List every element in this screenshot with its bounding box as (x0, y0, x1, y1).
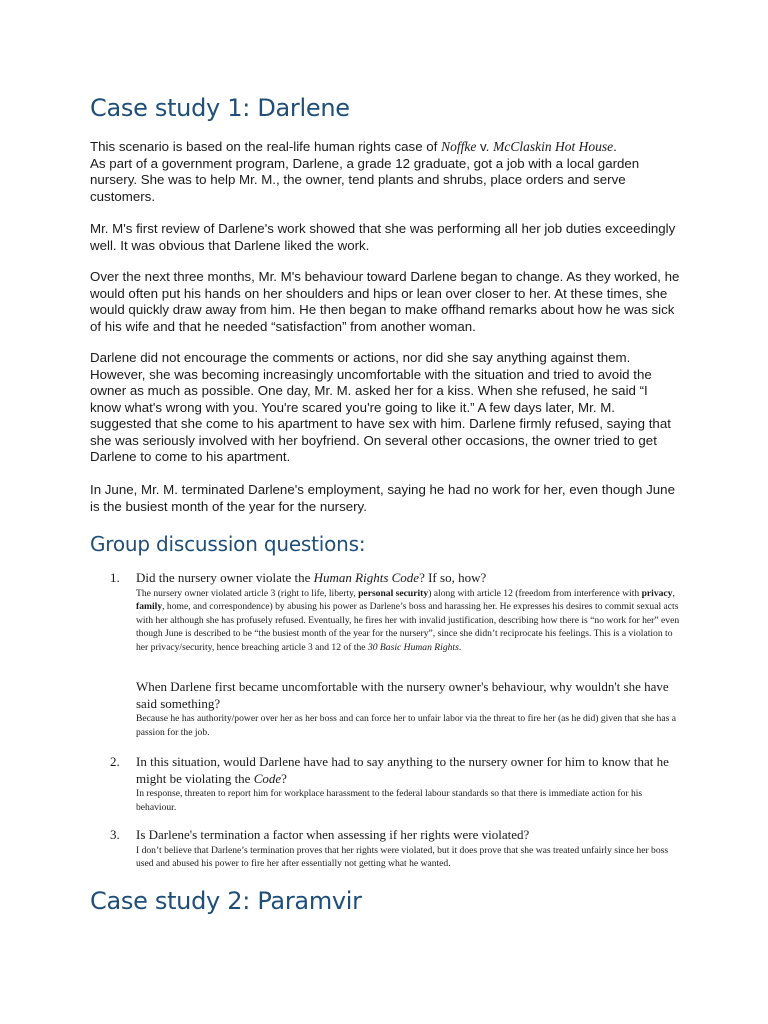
question-text-part: ? (281, 770, 287, 786)
case-intro-paragraph (90, 139, 680, 205)
answer-italic-title: 30 Basic Human Rights (367, 641, 459, 653)
question-text-part: In this situation, would Darlene have had to say anything to the nursery owner for him to know that he might be violating the (136, 754, 669, 786)
intro-period: . (613, 139, 617, 154)
answer-text-part: , (672, 587, 675, 599)
question-text (136, 754, 680, 787)
followup-question-text: When Darlene first became uncomfortable with the nursery owner's behaviour, why wouldn't she have said something? (136, 679, 669, 711)
code-title: Code (253, 770, 282, 786)
scenario-paragraph-3: Over the next three months, Mr. M's behaviour toward Darlene began to change. As they worked, he would often put his hands on her shoulders and hips or lean over closer to her. At these times, she would quickly draw away from him. He then began to make offhand remarks about how he was sick of his wife and that he needed “satisfaction” from another woman. (90, 269, 680, 334)
question-number: 3. (110, 827, 120, 842)
answer-text-part: , home, and correspondence) by abusing his power as Darlene’s boss and harassing her. He expresses his desires to commit sexual acts with her although she has profusely refused. Eventually, he fires her with invalid justification, describing how there is “no work for her” even though June is described to be “the busiest month of the year for the nursery”, since she didn’t reciprocate his feelings. This is a violation to her privacy/security, hence breaching article 3 and 12 of the (136, 601, 680, 653)
discussion-questions-heading: Group discussion questions: (90, 532, 366, 556)
answer-bold-term: personal security (358, 587, 429, 599)
case-name-mcclaskin: McClaskin Hot House (493, 139, 614, 154)
scenario-paragraph-1: As part of a government program, Darlene, a grade 12 graduate, got a job with a local garden nursery. She was to help Mr. M., the owner, tend plants and shrubs, place orders and serve customers. (90, 155, 640, 204)
answer-text-part: The nursery owner violated article 3 (right to life, liberty, (136, 587, 359, 599)
question-number: 2. (110, 754, 120, 769)
question-3 (110, 827, 680, 871)
question-text-part: Did the nursery owner violate the (136, 570, 314, 585)
case-name-versus: v. (476, 139, 494, 154)
scenario-paragraph-4: Darlene did not encourage the comments or actions, nor did she say anything against them. However, she was becoming increasingly uncomfortable with the situation and tried to avoid the owner as much as possible. One day, Mr. M. asked her for a kiss. When she refused, he said “I know what's wrong with you. You're scared you're going to like it.” A few days later, Mr. M. suggested that she come to his apartment to have sex with him. Darlene firmly refused, saying that she was seriously involved with her boyfriend. On several other occasions, the owner tried to get Darlene to come to his apartment. (90, 350, 671, 464)
question-text: Is Darlene's termination a factor when assessing if her rights were violated? (136, 827, 530, 842)
answer-bold-term: privacy (641, 587, 673, 599)
question-text-part: ? If so, how? (419, 570, 487, 585)
answer-text-part: ) along with article 12 (freedom from interference with (428, 587, 642, 599)
answer-text-part: . (458, 641, 462, 653)
scenario-paragraph-2: Mr. M's first review of Darlene's work showed that she was performing all her job duties exceedingly well. It was obvious that Darlene liked the work. (90, 221, 676, 253)
scenario-paragraph-5: In June, Mr. M. terminated Darlene's employment, saying he had no work for her, even though June is the busiest month of the year for the nursery. (90, 482, 675, 514)
case-name-noffke: Noffke (441, 139, 477, 154)
question-text (136, 570, 680, 587)
answer-text: In response, threaten to report him for workplace harassment to the federal labour standards so that there is immediate action for his behaviour. (136, 788, 643, 813)
intro-text: This scenario is based on the real-life human rights case of (90, 139, 442, 154)
answer-text (136, 587, 680, 655)
case-study-2-title: Case study 2: Paramvir (90, 887, 362, 915)
answer-text: I don’t believe that Darlene’s termination proves that her rights were violated, but it does prove that she was treated unfairly since her boss used and abused his power to fire her after essentially not getting what he wanted. (136, 844, 669, 870)
question-1 (110, 570, 680, 654)
question-number: 1. (110, 570, 120, 585)
case-study-1-title: Case study 1: Darlene (90, 94, 350, 122)
human-rights-code-title: Human Rights Code (313, 570, 420, 585)
question-1-followup (136, 679, 680, 739)
followup-answer-text: Because he has authority/power over her as her boss and can force her to unfair labor via the threat to fire her (as he did) given that she has a passion for the job. (136, 713, 676, 738)
question-2 (110, 754, 680, 814)
answer-bold-term: family (136, 601, 163, 613)
